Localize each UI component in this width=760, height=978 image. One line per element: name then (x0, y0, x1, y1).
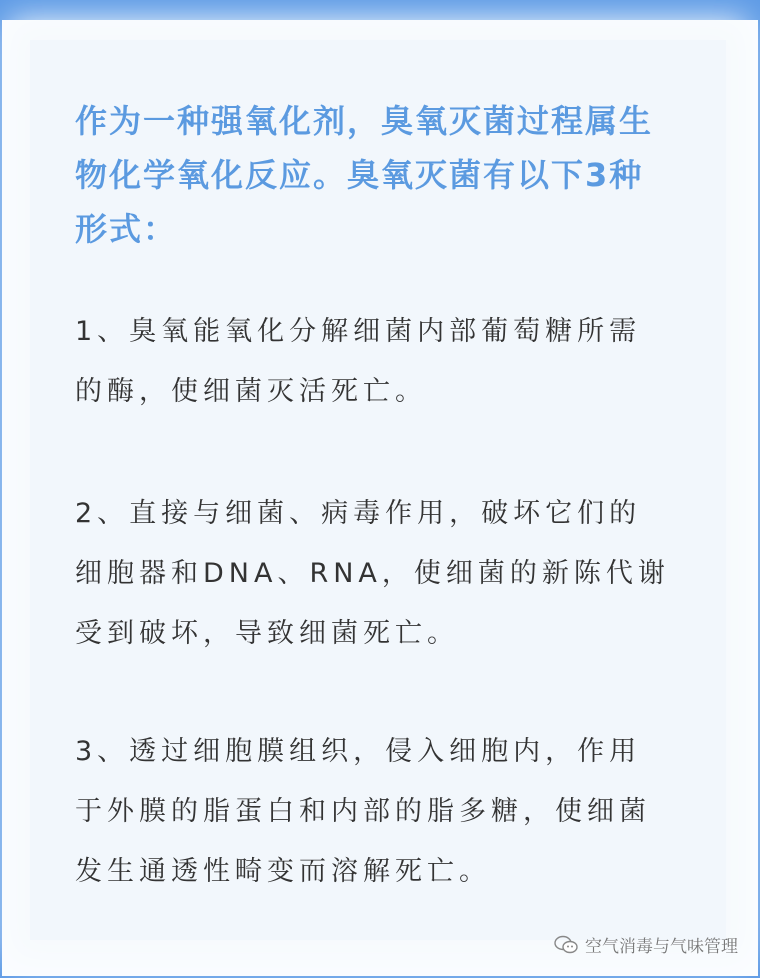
text-line: 的酶，使细菌灭活死亡。 (75, 376, 427, 407)
paragraph-3 (75, 722, 715, 902)
heading-line: 物化学氧化反应。臭氧灭菌有以下3种 (75, 156, 644, 194)
heading-line: 形式： (75, 210, 178, 248)
text-line: 细胞器和DNA、RNA，使细菌的新陈代谢 (75, 558, 670, 589)
text-line: 受到破坏，导致细菌死亡。 (75, 618, 459, 649)
text-line: 2、直接与细菌、病毒作用，破坏它们的 (75, 498, 642, 529)
wechat-icon (553, 935, 579, 955)
text-line: 发生通透性畸变而溶解死亡。 (75, 856, 491, 887)
text-line: 3、透过细胞膜组织，侵入细胞内，作用 (75, 736, 642, 767)
text-line: 于外膜的脂蛋白和内部的脂多糖，使细菌 (75, 796, 651, 827)
heading (75, 94, 715, 256)
paragraph-1 (75, 302, 715, 422)
text-line: 1、臭氧能氧化分解细菌内部葡萄糖所需 (75, 316, 642, 347)
watermark (553, 932, 738, 957)
paragraph-2 (75, 484, 715, 664)
watermark-text: 空气消毒与气味管理 (585, 937, 738, 957)
heading-line: 作为一种强氧化剂，臭氧灭菌过程属生 (75, 102, 654, 140)
